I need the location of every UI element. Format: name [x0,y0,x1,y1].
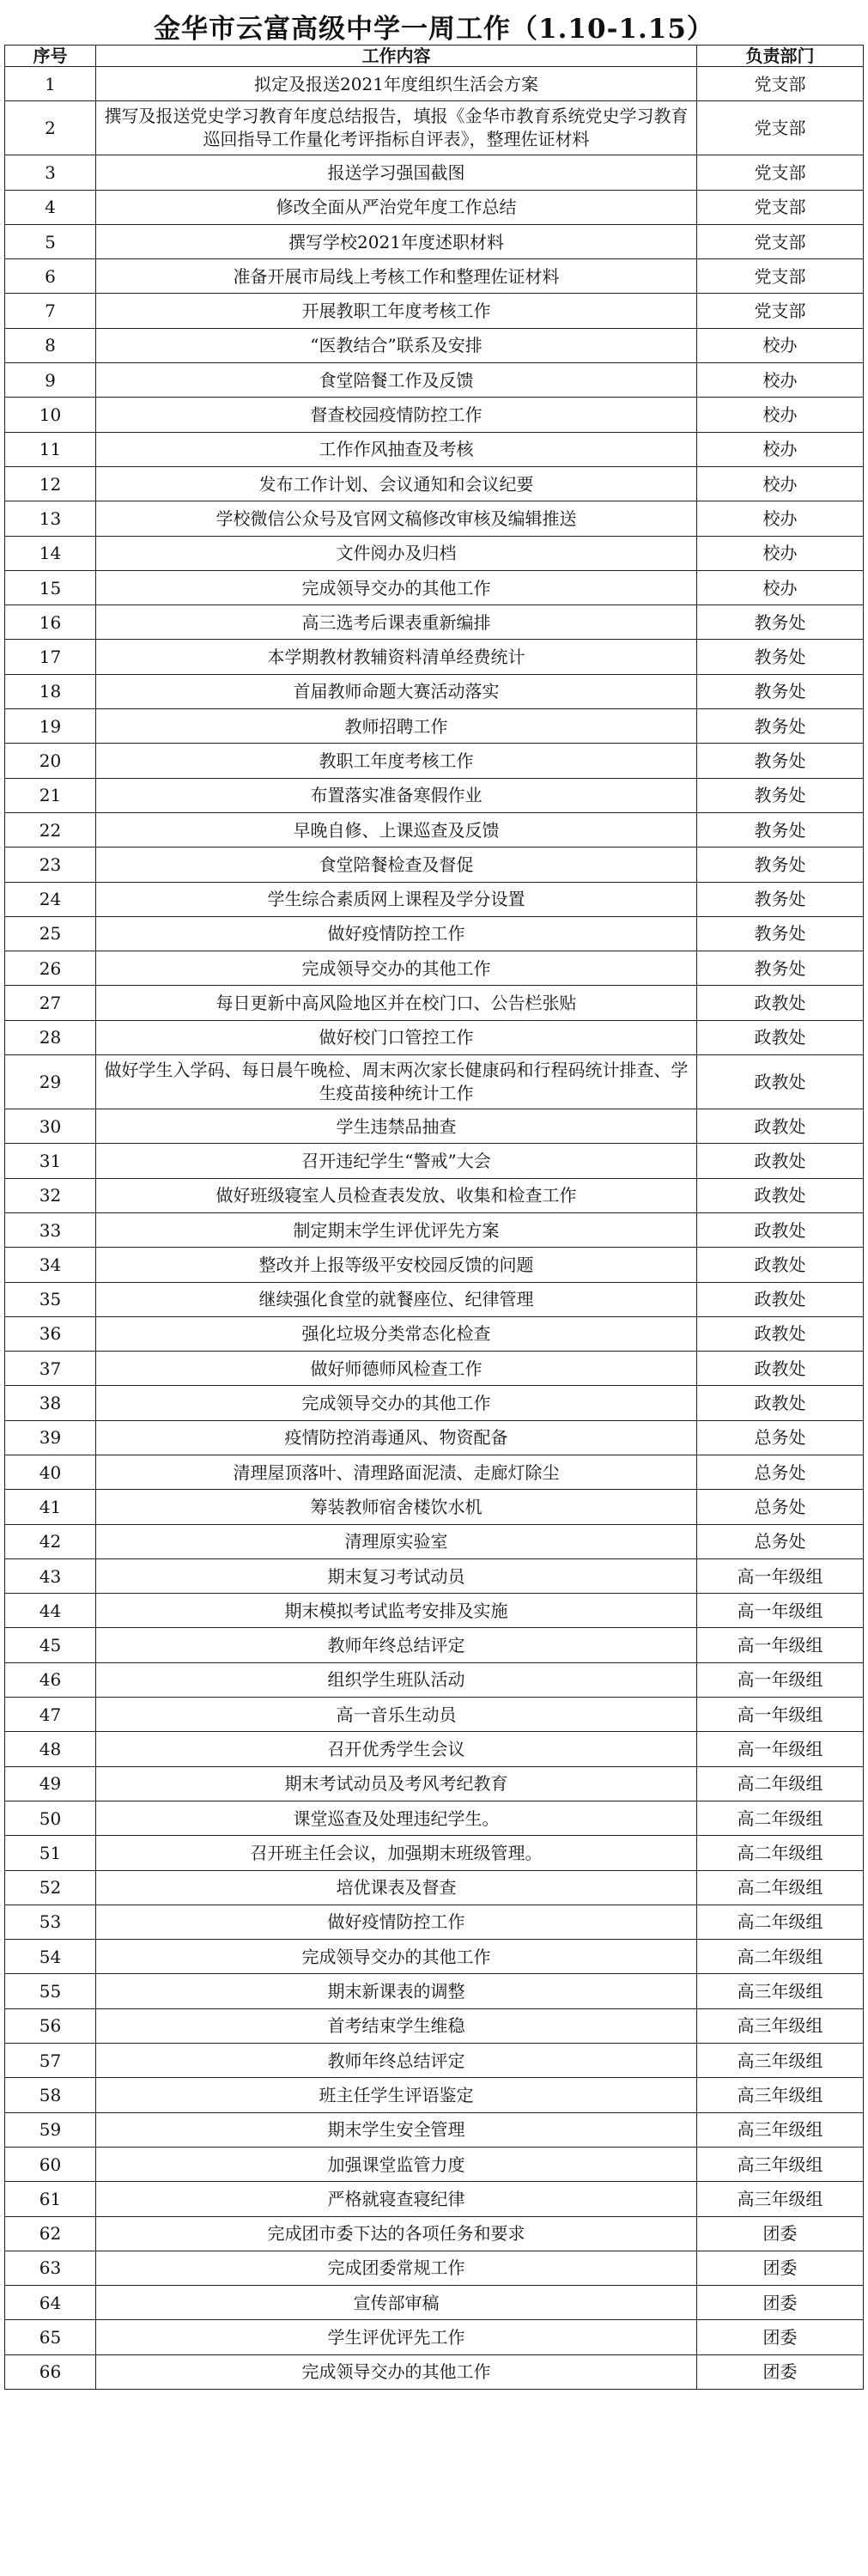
row-content: 召开违纪学生“警戒”大会 [96,1144,697,1178]
row-department: 教务处 [697,605,864,640]
table-row [5,848,864,882]
row-content: 班主任学生评语鉴定 [96,2078,697,2112]
row-content: 布置落实准备寒假作业 [96,778,697,812]
row-index: 7 [5,294,96,328]
row-content: 准备开展市局线上考核工作和整理佐证材料 [96,259,697,294]
row-index: 35 [5,1282,96,1316]
row-department: 总务处 [697,1455,864,1489]
row-department: 高一年级组 [697,1732,864,1766]
row-index: 36 [5,1316,96,1351]
row-index: 24 [5,882,96,916]
row-department: 团委 [697,2320,864,2354]
row-index: 61 [5,2182,96,2216]
row-index: 9 [5,363,96,398]
row-department: 教务处 [697,640,864,674]
table-row [5,1316,864,1351]
row-department: 校办 [697,398,864,432]
table-row [5,501,864,536]
row-content: 学生违禁品抽查 [96,1109,697,1144]
row-department: 高三年级组 [697,2044,864,2078]
row-index: 1 [5,67,96,101]
row-department: 政教处 [697,1109,864,1144]
table-row [5,1212,864,1247]
row-content: 报送学习强国截图 [96,155,697,190]
work-schedule-table [4,45,864,2390]
table-row [5,1974,864,2008]
row-department: 高一年级组 [697,1594,864,1628]
row-content: 食堂陪餐工作及反馈 [96,363,697,398]
table-row [5,1801,864,1835]
table-row [5,1420,864,1455]
row-index: 19 [5,709,96,744]
row-content: “医教结合”联系及安排 [96,328,697,362]
header-content: 工作内容 [96,46,697,67]
row-content: 清理屋顶落叶、清理路面泥渍、走廊灯除尘 [96,1455,697,1489]
table-row [5,1282,864,1316]
row-department: 政教处 [697,1316,864,1351]
row-content: 首考结束学生维稳 [96,2008,697,2043]
row-department: 教务处 [697,744,864,778]
table-row [5,363,864,398]
row-department: 政教处 [697,1144,864,1178]
table-row [5,1836,864,1870]
row-index: 13 [5,501,96,536]
row-index: 46 [5,1662,96,1697]
row-content: 早晚自修、上课巡查及反馈 [96,812,697,847]
row-department: 高三年级组 [697,1974,864,2008]
table-row [5,1144,864,1178]
row-index: 25 [5,916,96,951]
row-content: 教师年终总结评定 [96,1628,697,1662]
row-content: 完成团市委下达的各项任务和要求 [96,2216,697,2251]
row-content: 文件阅办及归档 [96,536,697,570]
row-index: 45 [5,1628,96,1662]
row-department: 政教处 [697,1282,864,1316]
table-row [5,155,864,190]
row-content: 强化垃圾分类常态化检查 [96,1316,697,1351]
row-content: 做好学生入学码、每日晨午晚检、周末两次家长健康码和行程码统计排查、学生疫苗接种统计工作 [96,1055,697,1109]
row-department: 高三年级组 [697,2008,864,2043]
row-content: 整改并上报等级平安校园反馈的问题 [96,1248,697,1282]
row-content: 期末新课表的调整 [96,1974,697,2008]
table-row [5,570,864,605]
header-department: 负责部门 [697,46,864,67]
row-department: 党支部 [697,67,864,101]
row-index: 37 [5,1352,96,1386]
row-content: 修改全面从严治党年度工作总结 [96,190,697,224]
table-row [5,1455,864,1489]
table-row [5,1109,864,1144]
table-row [5,1524,864,1558]
table-row [5,1628,864,1662]
row-index: 12 [5,466,96,501]
row-content: 本学期教材教辅资料清单经费统计 [96,640,697,674]
row-content: 组织学生班队活动 [96,1662,697,1697]
row-index: 48 [5,1732,96,1766]
row-content: 制定期末学生评优评先方案 [96,1212,697,1247]
table-row [5,2182,864,2216]
row-department: 政教处 [697,1248,864,1282]
table-row [5,2008,864,2043]
table-row [5,1732,864,1766]
header-index: 序号 [5,46,96,67]
row-index: 31 [5,1144,96,1178]
row-index: 43 [5,1558,96,1593]
row-index: 66 [5,2354,96,2389]
table-row [5,224,864,258]
row-index: 29 [5,1055,96,1109]
row-department: 政教处 [697,1386,864,1420]
row-index: 42 [5,1524,96,1558]
table-row [5,709,864,744]
table-row [5,951,864,986]
row-index: 5 [5,224,96,258]
row-department: 高一年级组 [697,1662,864,1697]
row-content: 做好师德师风检查工作 [96,1352,697,1386]
row-department: 校办 [697,501,864,536]
row-content: 首届教师命题大赛活动落实 [96,674,697,708]
table-row [5,398,864,432]
table-row [5,294,864,328]
row-department: 教务处 [697,674,864,708]
row-content: 督查校园疫情防控工作 [96,398,697,432]
row-department: 党支部 [697,224,864,258]
row-department: 高一年级组 [697,1558,864,1593]
row-content: 完成领导交办的其他工作 [96,1386,697,1420]
row-content: 期末学生安全管理 [96,2112,697,2147]
row-index: 18 [5,674,96,708]
table-row [5,1352,864,1386]
row-index: 57 [5,2044,96,2078]
row-index: 6 [5,259,96,294]
row-content: 撰写学校2021年度述职材料 [96,224,697,258]
row-index: 64 [5,2286,96,2320]
row-department: 政教处 [697,1020,864,1054]
row-department: 总务处 [697,1420,864,1455]
row-index: 17 [5,640,96,674]
row-index: 53 [5,1905,96,1939]
row-content: 做好班级寝室人员检查表发放、收集和检查工作 [96,1178,697,1212]
row-index: 50 [5,1801,96,1835]
table-row [5,328,864,362]
table-row [5,259,864,294]
row-index: 8 [5,328,96,362]
table-row [5,882,864,916]
row-content: 培优课表及督查 [96,1870,697,1905]
row-content: 教职工年度考核工作 [96,744,697,778]
row-department: 校办 [697,363,864,398]
row-index: 47 [5,1698,96,1732]
row-content: 完成团委常规工作 [96,2251,697,2285]
row-content: 完成领导交办的其他工作 [96,1940,697,1974]
row-content: 学生评优评先工作 [96,2320,697,2354]
row-content: 宣传部审稿 [96,2286,697,2320]
row-index: 59 [5,2112,96,2147]
row-department: 高一年级组 [697,1628,864,1662]
row-department: 教务处 [697,778,864,812]
table-row [5,744,864,778]
row-index: 4 [5,190,96,224]
table-header-row [5,46,864,67]
row-index: 58 [5,2078,96,2112]
row-content: 食堂陪餐检查及督促 [96,848,697,882]
row-department: 校办 [697,432,864,466]
row-department: 校办 [697,536,864,570]
row-index: 39 [5,1420,96,1455]
row-department: 总务处 [697,1524,864,1558]
table-row [5,2112,864,2147]
table-row [5,101,864,155]
table-row [5,67,864,101]
table-row [5,2216,864,2251]
row-department: 高二年级组 [697,1940,864,1974]
table-row [5,1594,864,1628]
row-department: 政教处 [697,1178,864,1212]
table-row [5,1386,864,1420]
table-row [5,2078,864,2112]
row-index: 3 [5,155,96,190]
table-row [5,916,864,951]
row-index: 27 [5,986,96,1020]
row-department: 政教处 [697,1352,864,1386]
row-content: 继续强化食堂的就餐座位、纪律管理 [96,1282,697,1316]
table-row [5,1940,864,1974]
row-content: 严格就寝查寝纪律 [96,2182,697,2216]
row-index: 20 [5,744,96,778]
row-index: 32 [5,1178,96,1212]
row-index: 65 [5,2320,96,2354]
table-row [5,1558,864,1593]
row-content: 高一音乐生动员 [96,1698,697,1732]
row-index: 22 [5,812,96,847]
row-content: 完成领导交办的其他工作 [96,2354,697,2389]
row-department: 总务处 [697,1490,864,1524]
row-content: 学生综合素质网上课程及学分设置 [96,882,697,916]
row-index: 62 [5,2216,96,2251]
row-content: 加强课堂监管力度 [96,2147,697,2181]
row-index: 26 [5,951,96,986]
row-content: 每日更新中高风险地区并在校门口、公告栏张贴 [96,986,697,1020]
row-department: 团委 [697,2354,864,2389]
row-department: 党支部 [697,101,864,155]
row-department: 教务处 [697,951,864,986]
row-department: 党支部 [697,190,864,224]
row-index: 2 [5,101,96,155]
table-row [5,812,864,847]
table-row [5,640,864,674]
row-department: 教务处 [697,709,864,744]
table-row [5,1248,864,1282]
row-index: 56 [5,2008,96,2043]
row-content: 拟定及报送2021年度组织生活会方案 [96,67,697,101]
table-row [5,536,864,570]
row-content: 召开班主任会议，加强期末班级管理。 [96,1836,697,1870]
row-content: 高三选考后课表重新编排 [96,605,697,640]
row-index: 28 [5,1020,96,1054]
row-index: 55 [5,1974,96,2008]
row-index: 23 [5,848,96,882]
row-index: 34 [5,1248,96,1282]
row-department: 团委 [697,2251,864,2285]
row-index: 21 [5,778,96,812]
row-index: 38 [5,1386,96,1420]
row-index: 33 [5,1212,96,1247]
row-department: 高二年级组 [697,1836,864,1870]
table-row [5,2147,864,2181]
row-index: 41 [5,1490,96,1524]
row-department: 高三年级组 [697,2182,864,2216]
row-content: 撰写及报送党史学习教育年度总结报告，填报《金华市教育系统党史学习教育巡回指导工作量化考评指标自评表》，整理佐证材料 [96,101,697,155]
row-department: 团委 [697,2286,864,2320]
row-department: 校办 [697,466,864,501]
row-content: 期末考试动员及考风考纪教育 [96,1766,697,1801]
table-row [5,2320,864,2354]
row-index: 52 [5,1870,96,1905]
row-department: 校办 [697,570,864,605]
table-row [5,2286,864,2320]
row-department: 高一年级组 [697,1698,864,1732]
table-row [5,1490,864,1524]
row-department: 政教处 [697,1055,864,1109]
row-department: 教务处 [697,882,864,916]
row-department: 教务处 [697,812,864,847]
row-index: 10 [5,398,96,432]
row-index: 44 [5,1594,96,1628]
row-content: 开展教职工年度考核工作 [96,294,697,328]
row-index: 49 [5,1766,96,1801]
table-row [5,1020,864,1054]
row-index: 60 [5,2147,96,2181]
row-content: 发布工作计划、会议通知和会议纪要 [96,466,697,501]
row-department: 高二年级组 [697,1766,864,1801]
row-index: 40 [5,1455,96,1489]
row-index: 16 [5,605,96,640]
row-index: 63 [5,2251,96,2285]
row-department: 政教处 [697,1212,864,1247]
row-content: 做好疫情防控工作 [96,1905,697,1939]
row-content: 完成领导交办的其他工作 [96,570,697,605]
table-row [5,1905,864,1939]
row-content: 学校微信公众号及官网文稿修改审核及编辑推送 [96,501,697,536]
table-row [5,1870,864,1905]
table-row [5,432,864,466]
row-department: 党支部 [697,294,864,328]
row-department: 高二年级组 [697,1905,864,1939]
table-row [5,674,864,708]
table-row [5,1055,864,1109]
row-content: 期末模拟考试监考安排及实施 [96,1594,697,1628]
row-index: 51 [5,1836,96,1870]
row-department: 高二年级组 [697,1870,864,1905]
row-content: 疫情防控消毒通风、物资配备 [96,1420,697,1455]
row-index: 14 [5,536,96,570]
row-department: 教务处 [697,916,864,951]
row-content: 期末复习考试动员 [96,1558,697,1593]
row-index: 15 [5,570,96,605]
row-content: 教师招聘工作 [96,709,697,744]
row-department: 高二年级组 [697,1801,864,1835]
row-index: 54 [5,1940,96,1974]
row-content: 课堂巡查及处理违纪学生。 [96,1801,697,1835]
row-content: 工作作风抽查及考核 [96,432,697,466]
table-row [5,466,864,501]
table-row [5,605,864,640]
row-department: 高三年级组 [697,2078,864,2112]
row-department: 团委 [697,2216,864,2251]
row-content: 完成领导交办的其他工作 [96,951,697,986]
table-row [5,190,864,224]
table-row [5,2044,864,2078]
row-department: 政教处 [697,986,864,1020]
table-row [5,778,864,812]
table-row [5,2251,864,2285]
table-row [5,1662,864,1697]
row-content: 教师年终总结评定 [96,2044,697,2078]
row-content: 清理原实验室 [96,1524,697,1558]
row-content: 做好疫情防控工作 [96,916,697,951]
row-content: 召开优秀学生会议 [96,1732,697,1766]
row-department: 校办 [697,328,864,362]
page-title: 金华市云富高级中学一周工作（1.10-1.15） [154,14,714,45]
row-department: 高三年级组 [697,2112,864,2147]
table-row [5,1178,864,1212]
row-content: 做好校门口管控工作 [96,1020,697,1054]
row-content: 筹装教师宿舍楼饮水机 [96,1490,697,1524]
table-body [5,67,864,2390]
table-row [5,2354,864,2389]
table-row [5,1698,864,1732]
table-row [5,1766,864,1801]
row-index: 30 [5,1109,96,1144]
row-department: 高三年级组 [697,2147,864,2181]
row-index: 11 [5,432,96,466]
row-department: 党支部 [697,155,864,190]
row-department: 党支部 [697,259,864,294]
table-row [5,986,864,1020]
row-department: 教务处 [697,848,864,882]
